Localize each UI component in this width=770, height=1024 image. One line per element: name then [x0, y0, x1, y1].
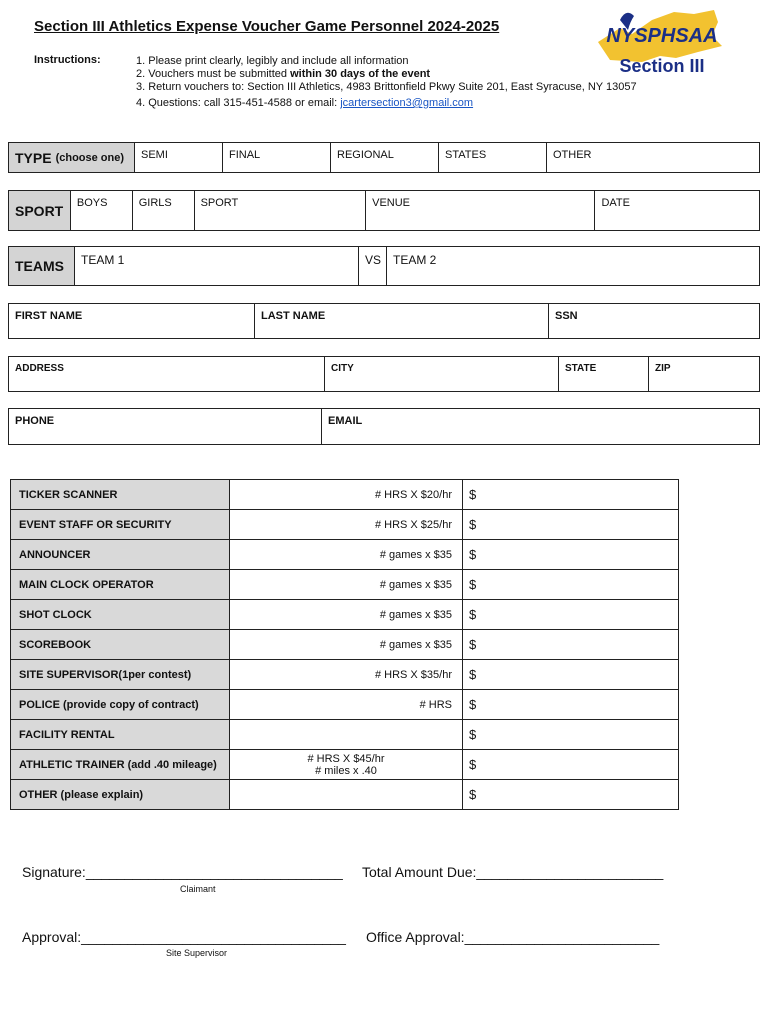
rate-field[interactable]	[230, 780, 463, 810]
girls-field[interactable]: GIRLS	[133, 191, 195, 230]
approval-line[interactable]: Approval:__________________________________	[22, 929, 346, 945]
type-states[interactable]: STATES	[439, 143, 547, 172]
table-row	[11, 540, 679, 570]
rate-field[interactable]: # HRS X $25/hr	[230, 510, 463, 540]
role-label: MAIN CLOCK OPERATOR	[11, 570, 230, 600]
boys-field[interactable]: BOYS	[71, 191, 133, 230]
amount-field[interactable]: $	[463, 600, 679, 630]
amount-field[interactable]: $	[463, 540, 679, 570]
type-header: TYPE (choose one)	[9, 143, 135, 172]
address-row	[8, 356, 760, 392]
role-label: EVENT STAFF OR SECURITY	[11, 510, 230, 540]
role-label: SHOT CLOCK	[11, 600, 230, 630]
zip-field[interactable]: ZIP	[655, 363, 671, 374]
rate-field[interactable]: # HRS	[230, 690, 463, 720]
amount-field[interactable]: $	[463, 690, 679, 720]
role-label: ATHLETIC TRAINER (add .40 mileage)	[11, 750, 230, 780]
type-other[interactable]: OTHER	[553, 149, 592, 161]
role-label: POLICE (provide copy of contract)	[11, 690, 230, 720]
state-field[interactable]: STATE	[559, 357, 649, 391]
table-row	[11, 780, 679, 810]
role-label: SCOREBOOK	[11, 630, 230, 660]
site-supervisor-label: Site Supervisor	[166, 948, 228, 958]
first-name-field[interactable]: FIRST NAME	[9, 304, 255, 338]
rate-field[interactable]: # games x $35	[230, 540, 463, 570]
name-row	[8, 303, 760, 339]
table-row	[11, 630, 679, 660]
table-row	[11, 510, 679, 540]
date-field[interactable]: DATE	[601, 197, 630, 209]
type-row	[8, 142, 760, 173]
team2-field[interactable]: TEAM 2	[393, 253, 437, 267]
page-title: Section III Athletics Expense Voucher Game Personnel 2024-2025	[34, 18, 500, 35]
rate-field[interactable]	[230, 720, 463, 750]
role-label: TICKER SCANNER	[11, 480, 230, 510]
rate-field[interactable]: # games x $35	[230, 570, 463, 600]
teams-row	[8, 246, 760, 286]
contact-row	[8, 408, 760, 445]
city-field[interactable]: CITY	[325, 357, 559, 391]
total-amount-line[interactable]: Total Amount Due:________________________	[362, 864, 664, 880]
svg-text:Section III: Section III	[619, 56, 705, 76]
amount-field[interactable]: $	[463, 780, 679, 810]
amount-field[interactable]: $	[463, 660, 679, 690]
rate-field[interactable]: # HRS X $45/hr # miles x .40	[230, 750, 463, 780]
rate-field[interactable]: # HRS X $20/hr	[230, 480, 463, 510]
sport-header: SPORT	[9, 191, 71, 230]
table-row	[11, 480, 679, 510]
amount-field[interactable]: $	[463, 480, 679, 510]
rate-field[interactable]: # games x $35	[230, 630, 463, 660]
ssn-field[interactable]: SSN	[555, 310, 578, 322]
role-label: SITE SUPERVISOR(1per contest)	[11, 660, 230, 690]
amount-field[interactable]: $	[463, 630, 679, 660]
last-name-field[interactable]: LAST NAME	[255, 304, 549, 338]
instruction-4: 4. Questions: call 315-451-4588 or email: jcartersection3@gmail.com	[136, 97, 474, 109]
email-field[interactable]: EMAIL	[328, 415, 363, 427]
type-semi[interactable]: SEMI	[135, 143, 223, 172]
teams-header: TEAMS	[9, 247, 75, 285]
type-final[interactable]: FINAL	[223, 143, 331, 172]
role-label: FACILITY RENTAL	[11, 720, 230, 750]
amount-field[interactable]: $	[463, 510, 679, 540]
role-label: ANNOUNCER	[11, 540, 230, 570]
address-field[interactable]: ADDRESS	[9, 357, 325, 391]
email-link[interactable]: jcartersection3@gmail.com	[340, 97, 474, 109]
instruction-3: 3. Return vouchers to: Section III Athletics, 4983 Brittonfield Pkwy Suite 201, East Syracuse, NY 13057	[136, 81, 637, 93]
table-row	[11, 690, 679, 720]
claimant-label: Claimant	[180, 884, 216, 894]
instruction-2: 2. Vouchers must be submitted within 30 days of the event	[136, 68, 431, 80]
expense-table	[10, 479, 679, 810]
type-regional[interactable]: REGIONAL	[331, 143, 439, 172]
table-row	[11, 660, 679, 690]
table-row	[11, 750, 679, 780]
table-row	[11, 600, 679, 630]
rate-field[interactable]: # games x $35	[230, 600, 463, 630]
vs-label: VS	[359, 247, 387, 285]
amount-field[interactable]: $	[463, 570, 679, 600]
amount-field[interactable]: $	[463, 720, 679, 750]
nysphsaa-logo	[590, 6, 730, 82]
signature-line[interactable]: Signature:_________________________________	[22, 864, 343, 880]
team1-field[interactable]: TEAM 1	[75, 247, 359, 285]
rate-field[interactable]: # HRS X $35/hr	[230, 660, 463, 690]
role-label: OTHER (please explain)	[11, 780, 230, 810]
table-row	[11, 720, 679, 750]
svg-text:NYSPHSAA: NYSPHSAA	[606, 25, 718, 47]
venue-field[interactable]: VENUE	[366, 191, 595, 230]
sport-row	[8, 190, 760, 231]
office-approval-line[interactable]: Office Approval:_________________________	[366, 929, 660, 945]
sport-field[interactable]: SPORT	[195, 191, 367, 230]
phone-field[interactable]: PHONE	[9, 409, 322, 444]
table-row	[11, 570, 679, 600]
instruction-1: 1. Please print clearly, legibly and include all information	[136, 55, 409, 67]
instructions-label: Instructions:	[34, 54, 101, 66]
amount-field[interactable]: $	[463, 750, 679, 780]
